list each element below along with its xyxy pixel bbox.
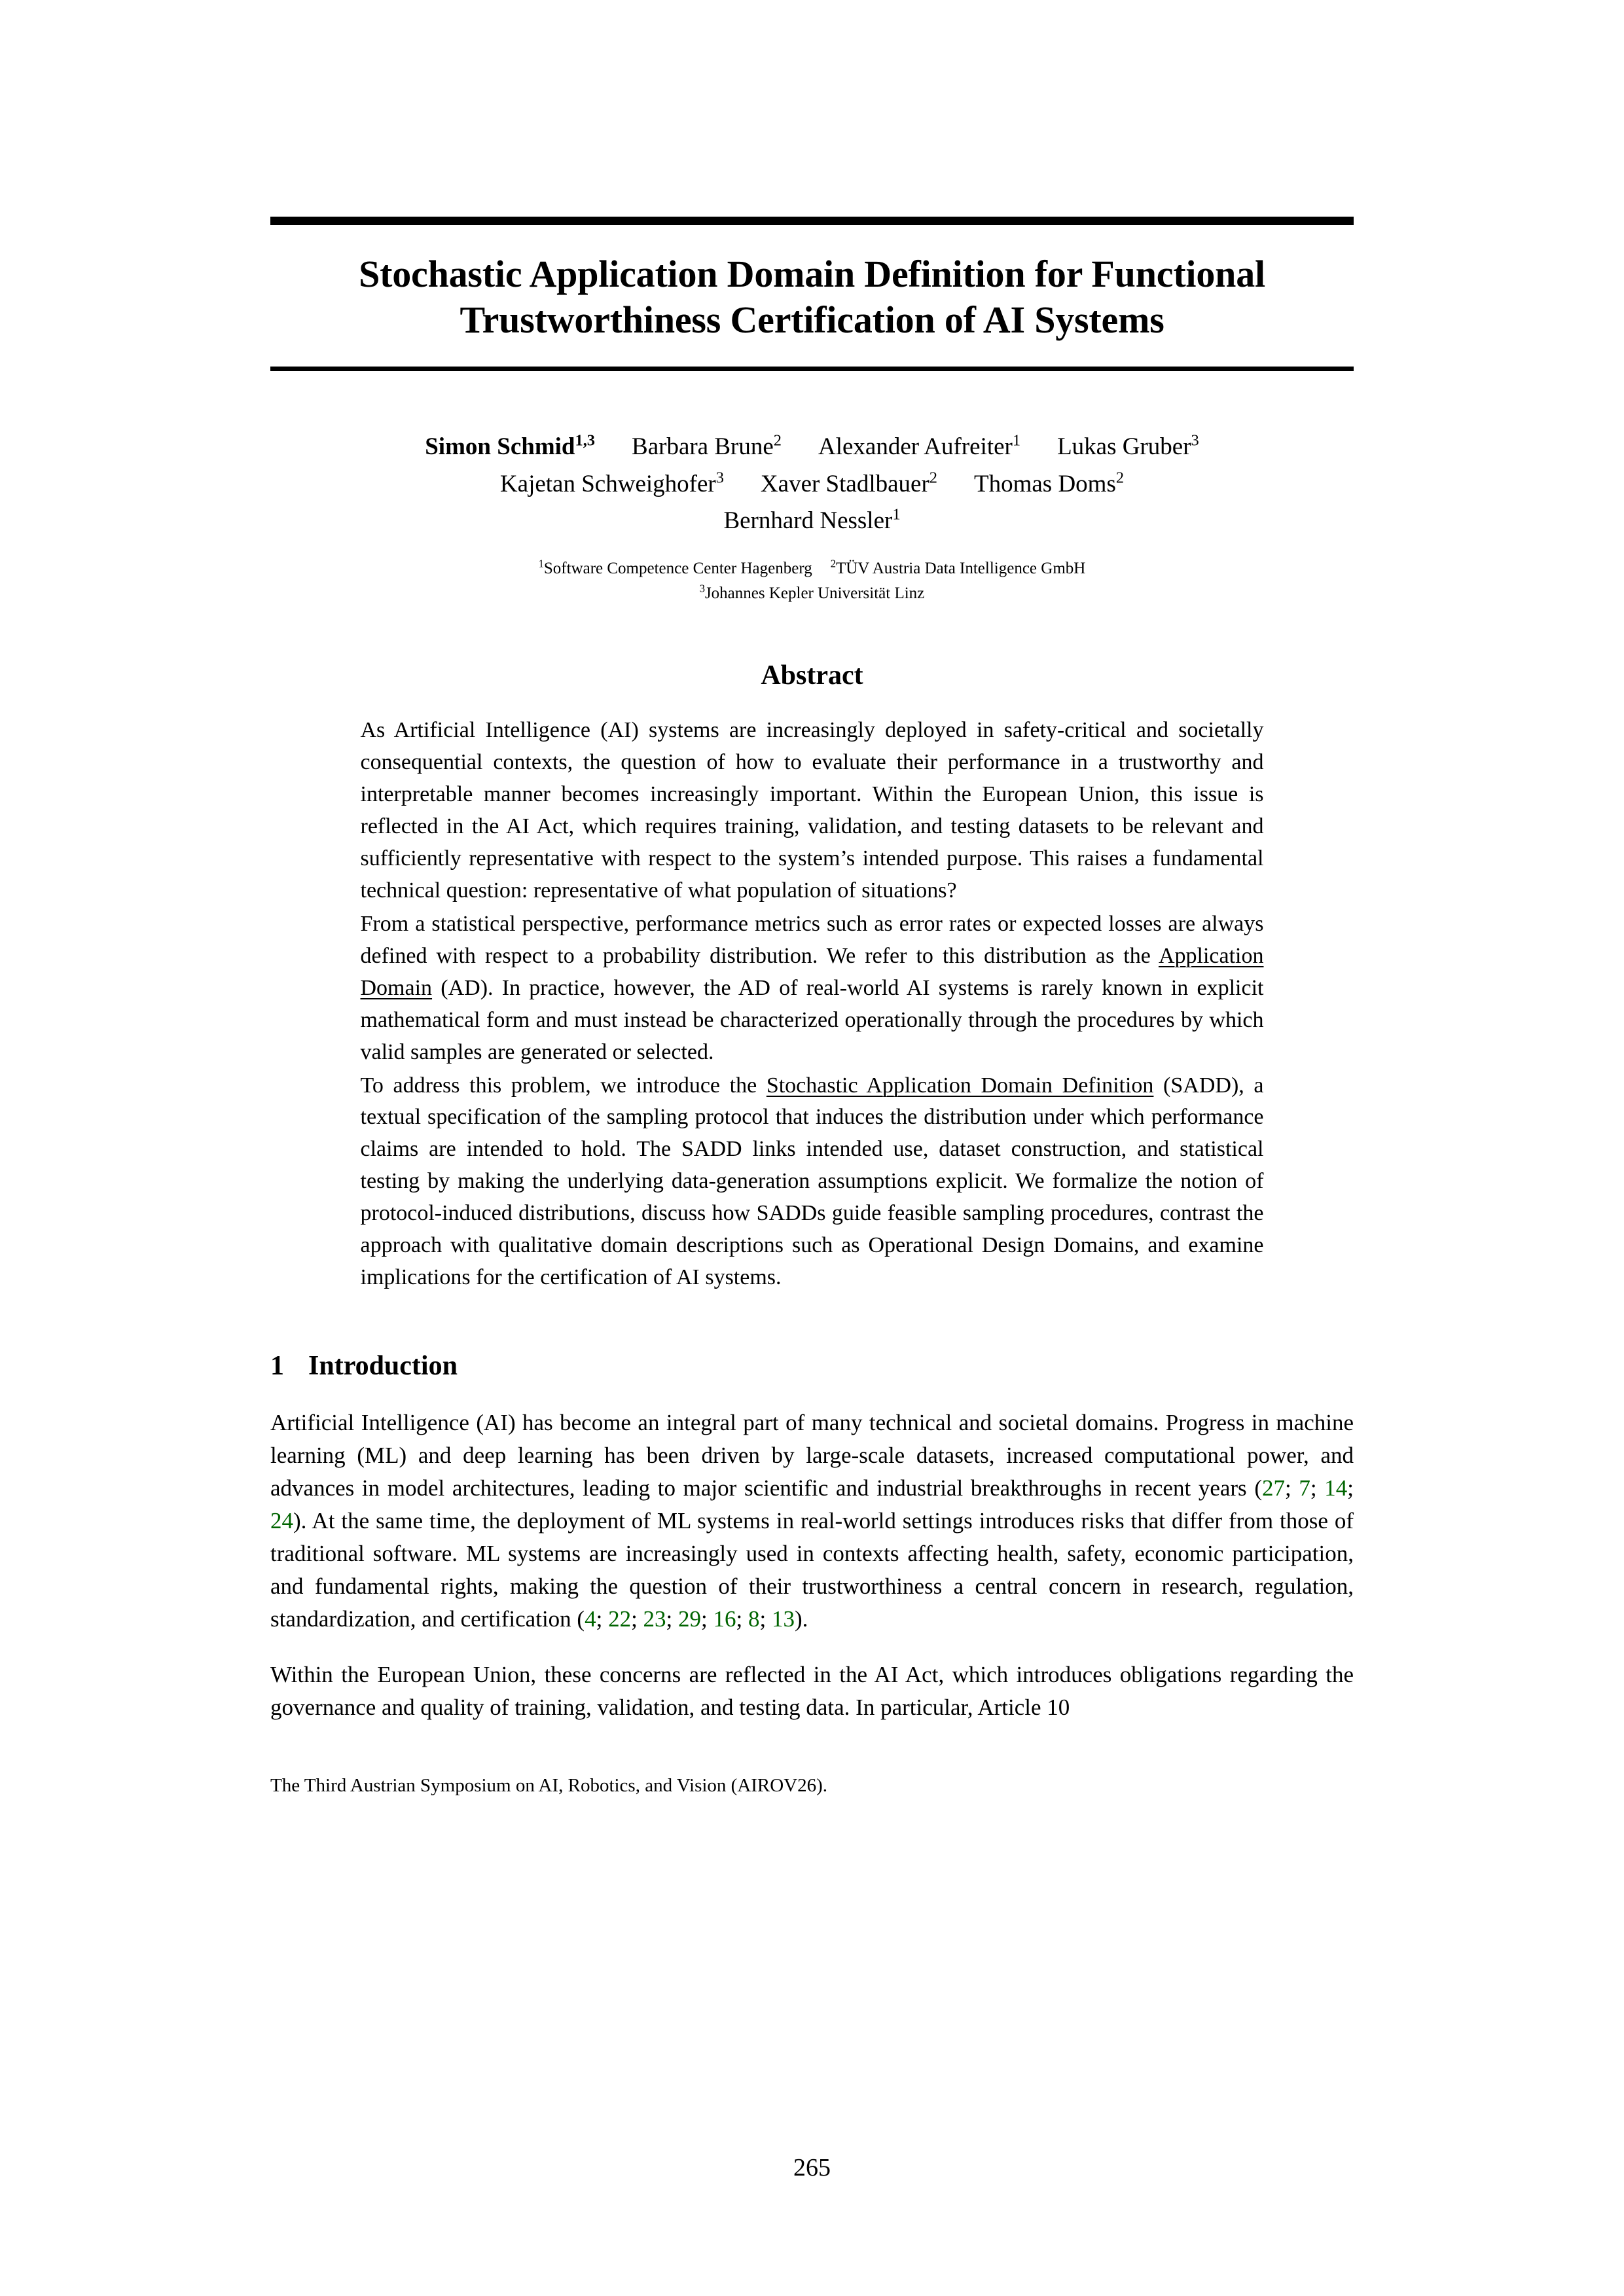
affiliation-entry: $^3$Johannes Kepler Universität Linz bbox=[699, 582, 925, 603]
author-affiliation-marker: 1 bbox=[1012, 432, 1021, 450]
author-affiliation-marker: 2 bbox=[929, 469, 937, 487]
author-affiliation-marker: 3 bbox=[1191, 432, 1199, 450]
title-block bbox=[270, 251, 1354, 343]
affiliation-marker: 2 bbox=[830, 557, 836, 570]
affiliation-list bbox=[270, 556, 1354, 606]
author-affiliation-marker: 3 bbox=[715, 469, 724, 487]
author-name: Barbara Brune$^2$ bbox=[632, 432, 782, 461]
author-name: Simon Schmid$^{1,3}$ bbox=[425, 432, 596, 461]
author-name: Alexander Aufreiter$^1$ bbox=[818, 432, 1021, 461]
abstract-paragraph: As Artificial Intelligence (AI) systems are increasingly deployed in safety-critical and societally consequential contexts, the question of how to evaluate their performance in a trustworthy and interpretable manner becomes increasingly important. Within the European Union, this issue is reflected in the AI Act, which requires training, validation, and testing datasets to be relevant and sufficiently representative with respect to the system’s intended purpose. This raises a fundamental technical question: representative of what population of situations? bbox=[360, 718, 1264, 903]
page-title: Stochastic Application Domain Definition for Functional Trustworthiness Certification of AI Systems bbox=[359, 253, 1265, 342]
affiliation-marker: 3 bbox=[699, 582, 705, 595]
section-heading-introduction bbox=[270, 1350, 1354, 1382]
affiliation-marker: 1 bbox=[538, 557, 544, 570]
body-paragraph: Within the European Union, these concerns are reflected in the AI Act, which introduces obligations regarding the governance and quality of training, validation, and testing data. In particular, Article 10 bbox=[270, 1661, 1354, 1720]
section-title: Introduction bbox=[308, 1351, 458, 1382]
author-affiliation-marker: 2 bbox=[773, 432, 782, 450]
defined-term: Application Domain bbox=[360, 943, 1264, 1000]
author-row-1 bbox=[270, 429, 1354, 465]
affiliation-row-2 bbox=[270, 581, 1354, 606]
citation-link[interactable]: 16 bbox=[713, 1606, 736, 1632]
author-name: Kajetan Schweighofer$^3$ bbox=[499, 469, 724, 497]
header-rule-thick bbox=[270, 217, 1354, 225]
citation-link[interactable]: 23 bbox=[643, 1606, 666, 1632]
body-paragraph: Artificial Intelligence (AI) has become an integral part of many technical and societal domains. Progress in machine learning (ML) and deep learning has been driven by large-scale datasets, increased computational power, and advances in model architectures, leading to major scientific and industrial breakthroughs in recent years (27; 7; 14; 24). At the same time, the deployment of ML systems in real-world settings introduces risks that differ from those of traditional software. ML systems are increasingly used in contexts affecting health, safety, economic participation, and fundamental rights, making the question of their trustworthiness a central concern in research, regulation, standardization, and certification (4; 22; 23; 29; 16; 8; 13). bbox=[270, 1410, 1354, 1632]
section-number: 1 bbox=[270, 1351, 284, 1382]
page-content-column bbox=[270, 0, 1354, 1799]
defined-term: Stochastic Application Domain Definition bbox=[766, 1073, 1154, 1098]
footnote-venue: The Third Austrian Symposium on AI, Robotics, and Vision (AIROV26). bbox=[270, 1774, 828, 1796]
author-list bbox=[270, 429, 1354, 539]
citation-link[interactable]: 29 bbox=[678, 1606, 702, 1632]
author-name: Bernhard Nessler$^1$ bbox=[723, 505, 901, 534]
citation-link[interactable]: 27 bbox=[1261, 1475, 1285, 1501]
abstract-body bbox=[361, 715, 1264, 1294]
citation-link[interactable]: 8 bbox=[748, 1606, 760, 1632]
affiliation-entry: $^2$TÜV Austria Data Intelligence GmbH bbox=[830, 557, 1086, 578]
citation-link[interactable]: 7 bbox=[1299, 1475, 1310, 1501]
author-row-2 bbox=[270, 466, 1354, 503]
author-name: Xaver Stadlbauer$^2$ bbox=[760, 469, 937, 497]
affiliation-row-1 bbox=[270, 556, 1354, 581]
citation-link[interactable]: 14 bbox=[1324, 1475, 1348, 1501]
section-body-introduction bbox=[270, 1407, 1354, 1723]
author-affiliation-marker: 2 bbox=[1115, 469, 1125, 487]
citation-link[interactable]: 13 bbox=[771, 1606, 795, 1632]
citation-link[interactable]: 22 bbox=[608, 1606, 632, 1632]
affiliation-entry: $^1$Software Competence Center Hagenberg bbox=[538, 557, 812, 578]
author-affiliation-marker: 1,3 bbox=[575, 432, 596, 450]
page-number: 265 bbox=[793, 2154, 831, 2181]
author-affiliation-marker: 1 bbox=[892, 505, 901, 524]
abstract-heading: Abstract bbox=[761, 660, 863, 691]
citation-link[interactable]: 24 bbox=[270, 1508, 293, 1534]
title-rule-thin bbox=[270, 367, 1354, 371]
abstract-paragraph: To address this problem, we introduce the Stochastic Application Domain Definition (SADD), a textual specification of the sampling protocol that induces the distribution under which performance claims are intended to hold. The SADD links intended use, dataset construction, and statistical testing by making the underlying data-generation assumptions explicit. We formalize the notion of protocol-induced distributions, discuss how SADDs guide feasible sampling procedures, contrast the approach with qualitative domain descriptions such as Operational Design Domains, and examine implications for the certification of AI systems. bbox=[360, 1073, 1264, 1290]
author-row-3 bbox=[270, 503, 1354, 539]
citation-link[interactable]: 4 bbox=[585, 1606, 596, 1632]
author-name: Thomas Doms$^2$ bbox=[974, 469, 1125, 497]
abstract-paragraph: From a statistical perspective, performance metrics such as error rates or expected losses are always defined with respect to a probability distribution. We refer to this distribution as the Application Domain (AD). In practice, however, the AD of real-world AI systems is rarely known in explicit mathematical form and must instead be characterized operationally through the procedures by which valid samples are generated or selected. bbox=[360, 911, 1264, 1064]
author-name: Lukas Gruber$^3$ bbox=[1057, 432, 1199, 461]
